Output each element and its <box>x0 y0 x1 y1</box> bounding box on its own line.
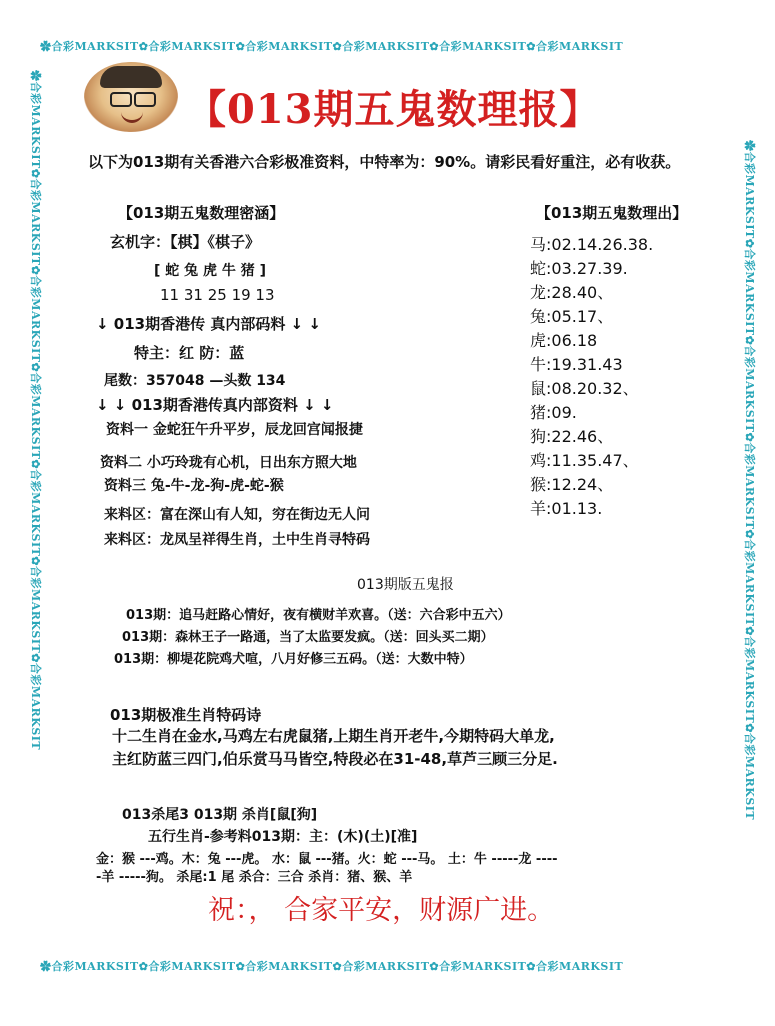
portrait-avatar <box>84 62 178 132</box>
wuxing-line: 五行生肖-参考料013期：主：(木)(土)[准] <box>148 829 418 845</box>
intro-text: 以下为013期有关香港六合彩极准资料，中特率为：90%。请彩民看好重注，必有收获。 <box>88 153 681 171</box>
watermark-bottom: ✿合彩MARKSIT✿合彩MARKSIT✿合彩MARKSIT✿合彩MARKSIT✿合彩MARKSIT✿合彩MARKSIT <box>40 960 624 973</box>
list-item: 虎:06.18 <box>530 331 598 350</box>
list-item: 兔:05.17、 <box>530 307 614 326</box>
ziliao-2: 资料二 小巧玲珑有心机，日出东方照大地 <box>100 455 357 471</box>
report-title: 013期版五鬼报 <box>357 577 454 593</box>
watermark-left: ✿合彩MARKSIT✿合彩MARKSIT✿合彩MARKSIT✿合彩MARKSIT✿合彩MARKSIT✿合彩MARKSIT✿合彩MARKSIT <box>29 70 42 751</box>
list-item: 蛇:03.27.39. <box>530 259 628 278</box>
report-line-1: 013期：追马赶路心情好，夜有横财羊欢喜。（送：六合彩中五六） <box>126 608 511 623</box>
ziliao-3: 资料三 兔-牛-龙-狗-虎-蛇-猴 <box>104 478 284 494</box>
list-item: 鸡:11.35.47、 <box>530 451 639 470</box>
list-item: 羊:01.13. <box>530 499 603 518</box>
list-item: 马:02.14.26.38. <box>530 235 654 254</box>
numbers-line: 11 31 25 19 13 <box>160 286 275 304</box>
watermark-right: ✿合彩MARKSIT✿合彩MARKSIT✿合彩MARKSIT✿合彩MARKSIT✿合彩MARKSIT✿合彩MARKSIT✿合彩MARKSIT <box>743 140 756 821</box>
hk-title-2: ↓ ↓ 013期香港传真内部资料 ↓ ↓ <box>96 396 334 414</box>
list-item: 猴:12.24、 <box>530 475 614 494</box>
list-item: 狗:22.46、 <box>530 427 614 446</box>
hk-title-1: ↓ 013期香港传 真内部码料 ↓ ↓ <box>96 315 321 333</box>
zodiac-line: [ 蛇 兔 虎 牛 猪 ] <box>154 263 267 279</box>
xuanji-line: 玄机字：【棋】《棋子》 <box>110 233 261 251</box>
list-item: 猪:09. <box>530 403 577 422</box>
report-line-3: 013期：柳堤花院鸡犬喧，八月好修三五码。（送：大数中特） <box>114 652 473 667</box>
poem-title: 013期极准生肖特码诗 <box>110 706 262 724</box>
tezhu-line: 特主：红 防：蓝 <box>134 344 245 362</box>
ziliao-1: 资料一 金蛇狂午升平岁，辰龙回宫闻报捷 <box>106 422 363 438</box>
number-list <box>530 232 653 520</box>
weishu-line: 尾数：357048 —头数 134 <box>104 373 286 389</box>
laiiao-1: 来料区：富在深山有人知，穷在街边无人问 <box>104 507 370 523</box>
list-item: 鼠:08.20.32、 <box>530 379 639 398</box>
right-heading: 【013期五鬼数理出】 <box>536 204 688 222</box>
watermark-top: ✿合彩MARKSIT✿合彩MARKSIT✿合彩MARKSIT✿合彩MARKSIT✿合彩MARKSIT✿合彩MARKSIT <box>40 40 624 53</box>
list-item: 牛:19.31.43 <box>530 355 623 374</box>
laiiao-2: 来料区：龙凤呈祥得生肖，土中生肖寻特码 <box>104 532 370 548</box>
element-line-2: -羊 -----狗。 杀尾:1 尾 杀合：三合 杀肖：猪、猴、羊 <box>96 870 413 885</box>
page-title: 【013期五鬼数理报】 <box>186 86 601 133</box>
report-line-2: 013期：森林王子一路通，当了太监要发疯。（送：回头买二期） <box>122 630 494 645</box>
left-heading: 【013期五鬼数理密涵】 <box>118 204 285 222</box>
blessing: 祝：， 合家平安，财源广进。 <box>208 895 555 926</box>
list-item: 龙:28.40、 <box>530 283 614 302</box>
kill-line: 013杀尾3 013期 杀肖[鼠[狗] <box>122 807 318 823</box>
poem-line-2: 主红防蓝三四门,伯乐赏马马皆空,特段必在31-48,草芦三顾三分足. <box>112 750 558 768</box>
element-line-1: 金：猴 ---鸡。木：兔 ---虎。 水：鼠 ---猪。火：蛇 ---马。 土：牛 -----龙 ---- <box>96 852 558 867</box>
poem-line-1: 十二生肖在金水,马鸡左右虎鼠猪,上期生肖开老牛,今期特码大单龙, <box>112 727 555 745</box>
